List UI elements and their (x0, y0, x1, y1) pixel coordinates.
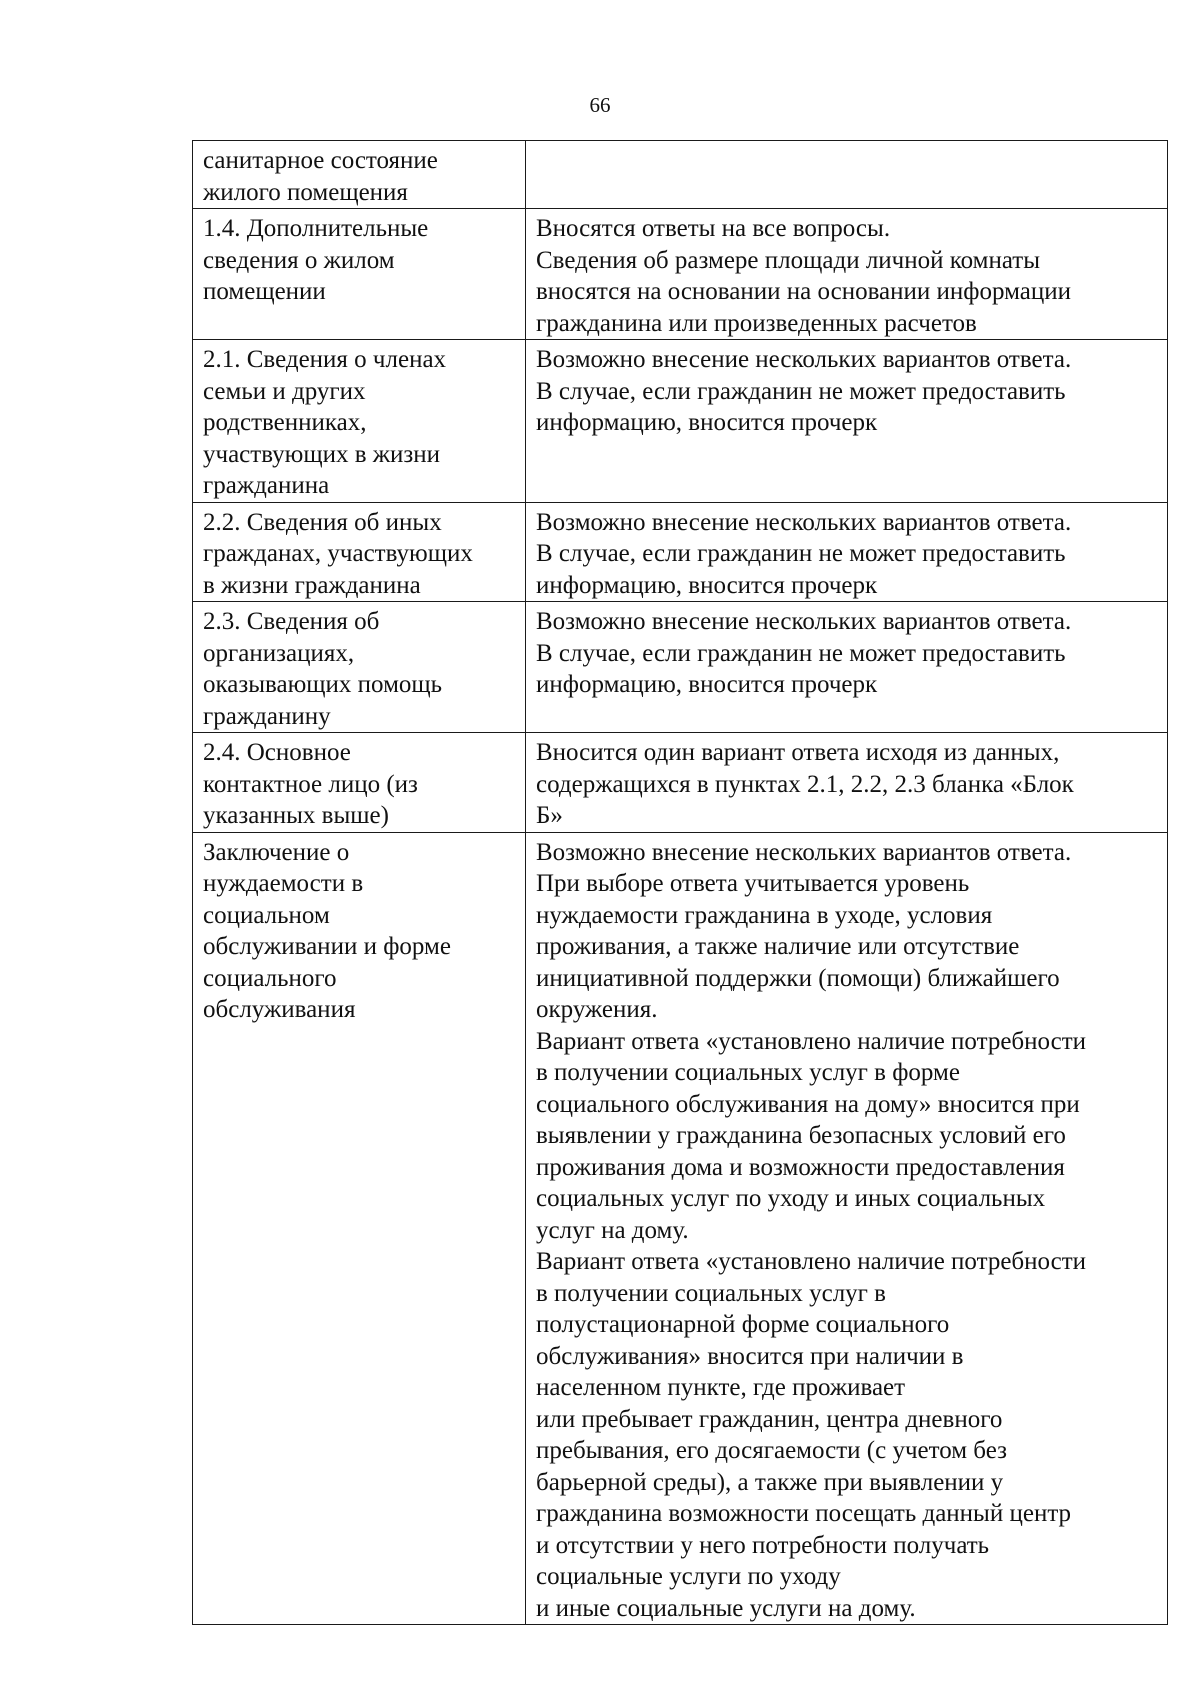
heading-line: обслуживания (203, 996, 356, 1023)
heading-line: 2.2. Сведения об иных (203, 508, 442, 536)
row-description-cell (526, 141, 1168, 209)
heading-line: гражданину (203, 702, 331, 730)
heading-line: 2.4. Основное (203, 739, 351, 766)
description-line: вносятся на основании на основании информации (536, 278, 1071, 305)
row-description-cell (526, 502, 1168, 602)
description-line: Возможно внесение нескольких вариантов ответа. (536, 346, 1072, 373)
description-line: проживания дома и возможности предоставления (536, 1153, 1065, 1181)
description-line: содержащихся в пунктах 2.1, 2.2, 2.3 бланка «Блок (536, 770, 1074, 798)
description-line: Возможно внесение нескольких вариантов ответа. (536, 508, 1072, 536)
table-row (193, 502, 1168, 602)
table-row (193, 209, 1168, 340)
row-description-cell (526, 209, 1168, 340)
table-body (193, 141, 1168, 1625)
table-row (193, 832, 1168, 1625)
heading-line: 2.1. Сведения о членах (203, 346, 447, 373)
description-line: и отсутствии у него потребности получать (536, 1531, 990, 1559)
description-line: В случае, если гражданин не может предоставить (536, 540, 1066, 567)
description-line: В случае, если гражданин не может предоставить (536, 377, 1066, 405)
row-heading-cell (193, 832, 526, 1625)
heading-line: контактное лицо (из (203, 770, 418, 798)
heading-line: участвующих в жизни (203, 440, 441, 468)
description-line: населенном пункте, где проживает (536, 1374, 906, 1401)
row-heading-cell (193, 733, 526, 833)
description-line: При выборе ответа учитывается уровень (536, 870, 970, 897)
heading-line: Заключение о (203, 838, 350, 866)
description-line: социальные услуги по уходу (536, 1563, 841, 1590)
heading-line: жилого помещения (203, 178, 408, 206)
description-line: информацию, вносится прочерк (536, 571, 878, 599)
description-line: Вносятся ответы на все вопросы. (536, 215, 891, 242)
description-line: гражданина или произведенных расчетов (536, 309, 977, 337)
description-line: пребывания, его досягаемости (с учетом без (536, 1437, 1007, 1464)
description-line: Вносится один вариант ответа исходя из данных, (536, 739, 1060, 766)
description-line: в получении социальных услуг в форме (536, 1059, 960, 1086)
description-line: обслуживания» вносится при наличии в (536, 1342, 964, 1370)
description-line: барьерной среды), а также при выявлении у (536, 1468, 1004, 1496)
row-heading-cell (193, 209, 526, 340)
heading-line: помещении (203, 278, 326, 305)
heading-line: нуждаемости в (203, 870, 364, 897)
heading-line: сведения о жилом (203, 246, 395, 274)
description-line: социального обслуживания на дому» вносится при (536, 1090, 1080, 1118)
description-line: полустационарной форме социального (536, 1311, 950, 1338)
description-line: Возможно внесение нескольких вариантов ответа. (536, 838, 1072, 866)
heading-line: гражданина (203, 472, 330, 499)
description-line: В случае, если гражданин не может предоставить (536, 639, 1066, 667)
table-row (193, 340, 1168, 503)
row-description-cell (526, 733, 1168, 833)
heading-line: гражданах, участвующих (203, 540, 473, 567)
description-line: инициативной поддержки (помощи) ближайшего (536, 964, 1060, 992)
description-line: социальных услуг по уходу и иных социальных (536, 1185, 1046, 1212)
row-heading-cell (193, 602, 526, 733)
description-line: нуждаемости гражданина в уходе, условия (536, 901, 993, 929)
description-line: информацию, вносится прочерк (536, 409, 878, 436)
heading-line: социального (203, 964, 337, 992)
row-heading-cell (193, 141, 526, 209)
heading-line: обслуживании и форме (203, 933, 451, 960)
row-description-cell (526, 340, 1168, 503)
description-line: Сведения об размере площади личной комнаты (536, 246, 1041, 274)
description-line: окружения. (536, 996, 658, 1023)
description-line: услуг на дому. (536, 1216, 689, 1244)
table-row (193, 733, 1168, 833)
heading-line: оказывающих помощь (203, 671, 443, 698)
description-line: гражданина возможности посещать данный центр (536, 1500, 1072, 1527)
table-row (193, 602, 1168, 733)
heading-line: семьи и других (203, 377, 366, 405)
heading-line: 1.4. Дополнительные (203, 215, 429, 242)
row-description-cell (526, 832, 1168, 1625)
heading-line: организациях, (203, 639, 355, 667)
description-line: Вариант ответа «установлено наличие потребности (536, 1027, 1087, 1055)
description-line: и иные социальные услуги на дому. (536, 1594, 916, 1622)
heading-line: указанных выше) (203, 802, 389, 829)
description-line: или пребывает гражданин, центра дневного (536, 1405, 1003, 1433)
heading-line: родственниках, (203, 409, 367, 436)
heading-line: санитарное состояние (203, 147, 438, 174)
row-heading-cell (193, 502, 526, 602)
description-line: Б» (536, 802, 563, 829)
description-line: информацию, вносится прочерк (536, 671, 878, 698)
table-row (193, 141, 1168, 209)
description-line: в получении социальных услуг в (536, 1279, 886, 1307)
page-number: 66 (589, 93, 611, 117)
heading-line: в жизни гражданина (203, 571, 421, 599)
description-line: Возможно внесение нескольких вариантов ответа. (536, 608, 1072, 635)
row-description-cell (526, 602, 1168, 733)
document-table (192, 140, 1168, 1625)
description-line: выявлении у гражданина безопасных условий его (536, 1122, 1066, 1149)
description-line: проживания, а также наличие или отсутствие (536, 933, 1020, 960)
heading-line: 2.3. Сведения об (203, 608, 380, 635)
row-heading-cell (193, 340, 526, 503)
description-line: Вариант ответа «установлено наличие потребности (536, 1248, 1087, 1275)
heading-line: социальном (203, 901, 330, 929)
